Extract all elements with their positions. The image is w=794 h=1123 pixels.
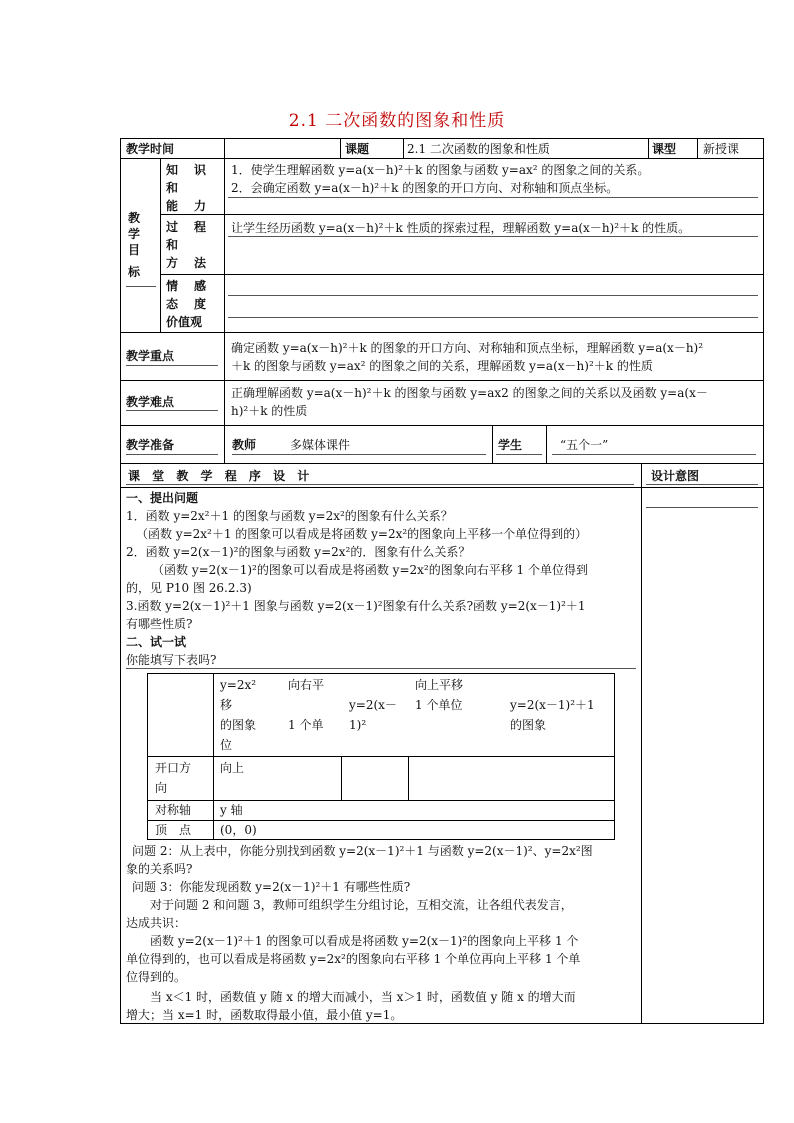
design-heading: 设计意图 [651,469,700,483]
page-title: 2.1 二次函数的图象和性质 [288,111,506,131]
question-3-line-1: 3.函数 y=2(x－1)²＋1 图象与函数 y=2(x－1)²图象有什么关系?函数 y=2(x－1)²＋1 [126,599,586,613]
conclusion-line-3: 位得到的。 [126,970,187,984]
property-line-2: 增大；当 x=1 时，函数取得最小值，最小值 y=1。 [126,1008,403,1022]
row-divider [120,425,764,426]
objectives-label-3: 目 [128,243,141,257]
table-head-1-line-3: 的图象 [220,718,257,732]
row-divider [160,214,764,215]
row-opening-label-1: 开口方 [155,761,192,775]
property-line-1: 当 x＜1 时，函数值 y 随 x 的增大而减小，当 x＞1 时，函数值 y 随 x 的增大而 [150,990,576,1004]
fill-prompt: 你能填写下表吗? [126,653,217,667]
row-divider [120,332,764,333]
answer-2-line-1: （函数 y=2(x－1)²的图象可以看成是将函数 y=2x²的图象向右平移 1 个单位得到 [152,563,588,577]
preparation-label: 教学准备 [126,438,175,452]
process-label-3: 方 法 [166,256,206,270]
student-value: “五个一” [560,438,609,452]
knowledge-line-2: 2．会确定函数 y=a(x－h)²＋k 的图象的开口方向、对称轴和顶点坐标。 [231,181,619,195]
key-points-label: 教学重点 [126,349,175,363]
topic-value: 2.1 二次函数的图象和性质 [407,142,550,156]
row-opening-label-2: 向 [155,781,168,795]
row-vertex-label: 顶 点 [155,823,192,837]
knowledge-label-2: 和 [166,181,179,195]
question-3-line-2: 有哪些性质? [126,617,193,631]
problem-2-line-1: 问题 2：从上表中，你能分别找到函数 y=2(x－1)²＋1 与函数 y=2(x－1)²、y=2x²图 [132,844,593,858]
topic-label: 课题 [345,142,370,156]
row-divider [120,463,764,464]
table-head-3-line-2: 1)² [349,718,367,732]
table-head-4-line-1: 向上平移 [415,678,464,692]
question-2: 2．函数 y=2(x－1)²的图象与函数 y=2x²的．图象有什么关系？ [126,545,471,559]
difficulties-label: 教学难点 [126,395,175,409]
student-label: 学生 [498,438,523,452]
time-label: 教学时间 [126,142,175,156]
conclusion-line-2: 单位得到的，也可以看成是将函数 y=2x²的图象向右平移 1 个单位再向上平移 1 个单 [126,952,581,966]
table-head-1-line-2: 移 [220,698,233,712]
table-head-2-line-1: 向右平 [288,678,325,692]
type-value: 新授课 [703,142,740,156]
row-vertex-value: (0，0) [220,823,257,837]
table-head-3-line-1: y=2(x－ [349,698,397,712]
question-1: 1．函数 y=2x²＋1 的图象与函数 y=2x²的图象有什么关系？ [126,509,453,523]
row-divider [120,380,764,381]
attitude-label-2: 态 度 [166,297,206,311]
attitude-label-3: 价值观 [166,315,203,329]
section-1-heading: 一、提出问题 [126,491,199,505]
row-divider [120,487,764,488]
row-axis-label: 对称轴 [155,803,192,817]
procedure-heading: 课 堂 教 学 程 序 设 计 [128,469,314,483]
knowledge-label-3: 能 力 [166,199,206,213]
row-divider [120,158,764,159]
knowledge-label-1: 知 识 [166,163,206,177]
discussion-line-2: 达成共识： [126,916,187,930]
row-divider [160,274,764,275]
conclusion-line-1: 函数 y=2(x－1)²＋1 的图象可以看成是将函数 y=2(x－1)²的图象向上平移 1 个 [150,934,579,948]
table-head-5-line-1: y=2(x－1)²＋1 [510,698,595,712]
type-label: 课型 [652,142,677,156]
knowledge-line-1: 1．使学生理解函数 y=a(x－h)²＋k 的图象与函数 y=ax² 的图象之间的关系。 [231,163,650,177]
key-points-line-2: ＋k 的图象与函数 y=ax² 的图象之间的关系，理解函数 y=a(x－h)²＋k 的性质 [231,359,653,373]
table-head-2-line-2: 1 个单 [288,718,324,732]
section-2-heading: 二、试一试 [126,635,187,649]
teacher-label: 教师 [232,438,257,452]
attitude-label-1: 情 感 [166,279,206,293]
table-head-4-line-2: 1 个单位 [415,698,463,712]
row-opening-value: 向上 [220,761,245,775]
process-label-2: 和 [166,238,179,252]
objectives-label-2: 学 [128,227,141,241]
row-axis-value: y 轴 [220,803,243,817]
problem-2-line-2: 象的关系吗? [126,862,193,876]
table-head-5-line-2: 的图象 [510,718,547,732]
objectives-label-1: 教 [128,211,141,225]
table-head-1-line-4: 位 [220,738,233,752]
answer-1: （函数 y=2x²＋1 的图象可以看成是将函数 y=2x²的图象向上平移一个单位得到的） [136,527,588,541]
process-text: 让学生经历函数 y=a(x－h)²＋k 性质的探索过程，理解函数 y=a(x－h)²＋k 的性质。 [231,221,691,235]
problem-3: 问题 3：你能发现函数 y=2(x－1)²＋1 有哪些性质? [132,880,411,894]
answer-2-line-2: 的，见 P10 图 26.2.3) [126,581,252,595]
teacher-value: 多媒体课件 [290,438,351,452]
difficulties-line-1: 正确理解函数 y=a(x－h)²＋k 的图象与函数 y=ax2 的图象之间的关系以及函数 y=a(x－ [231,386,708,400]
objectives-label-4: 标 [128,265,141,279]
discussion-line-1: 对于问题 2 和问题 3，教师可组织学生分组讨论，互相交流，让各组代表发言， [150,898,573,912]
process-label-1: 过 程 [166,220,206,234]
difficulties-line-2: h)²＋k 的性质 [231,404,308,418]
table-head-1-line-1: y=2x² [220,678,257,692]
key-points-line-1: 确定函数 y=a(x－h)²＋k 的图象的开口方向、对称轴和顶点坐标，理解函数 y=a(x－h)² [231,341,704,355]
